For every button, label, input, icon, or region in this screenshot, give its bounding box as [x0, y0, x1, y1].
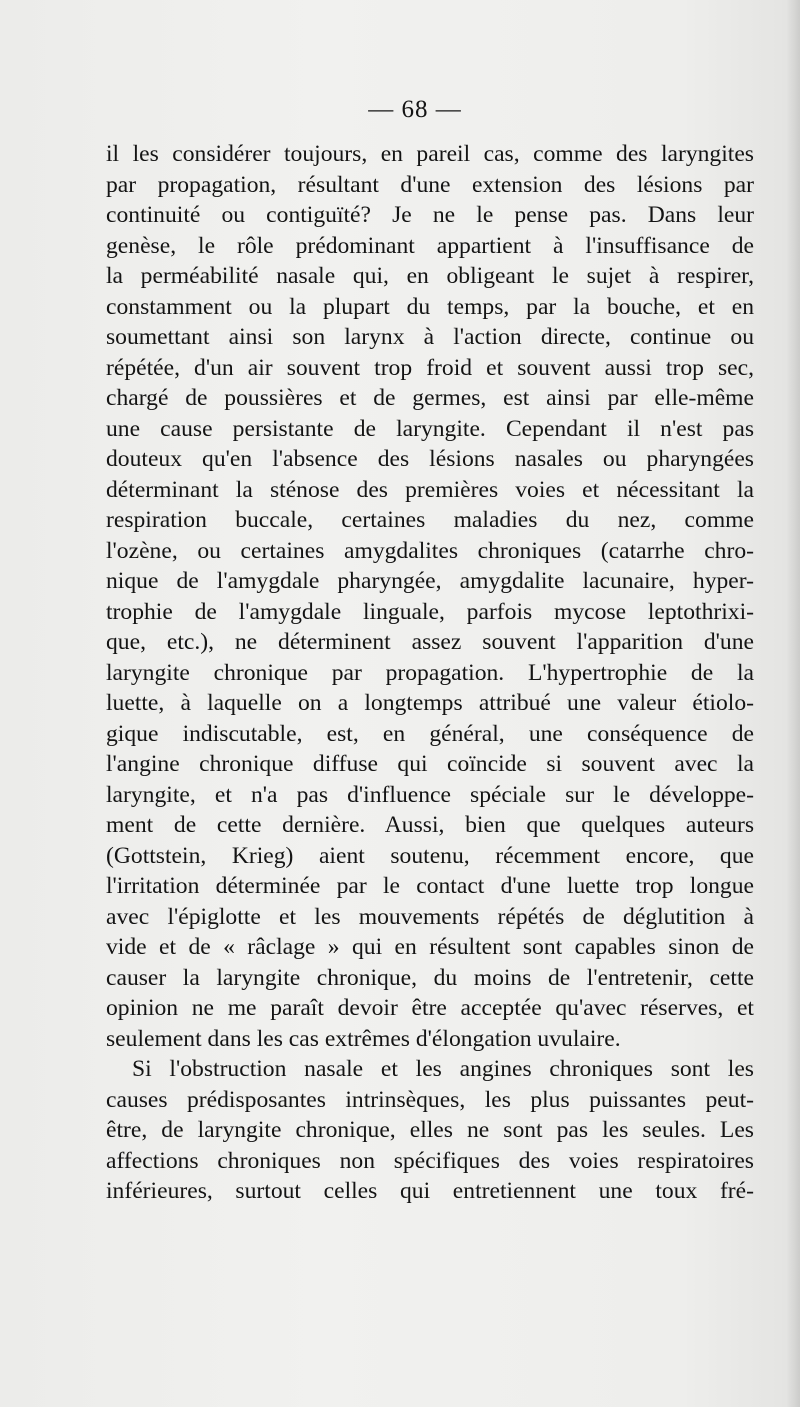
text-line: affections chroniques non spécifiques des voies respiratoires [106, 1147, 754, 1174]
text-line: laryngite chronique par propagation. L'hypertrophie de la [106, 659, 754, 686]
text-line: douteux qu'en l'absence des lésions nasales ou pharyngées [106, 446, 754, 472]
text-line: l'irritation déterminée par le contact d'une luette trop longue [106, 873, 754, 899]
paragraph-2 [106, 1054, 754, 1207]
text-line: causer la laryngite chronique, du moins de l'entretenir, cette [106, 964, 754, 991]
paragraph-1 [106, 139, 754, 1054]
text-line: causes prédisposantes intrinsèques, les plus puissantes peut- [106, 1086, 754, 1113]
text-line: déterminant la sténose des premières voies et nécessitant la [106, 476, 754, 503]
text-line: nique de l'amygdale pharyngée, amygdalite lacunaire, hyper- [106, 568, 754, 594]
text-line: continuité ou contiguïté? Je ne le pense pas. Dans leur [106, 202, 754, 228]
text-line: inférieures, surtout celles qui entretiennent une toux fré- [106, 1178, 754, 1204]
text-line: que, etc.), ne déterminent assez souvent l'apparition d'une [106, 629, 754, 655]
text-line: opinion ne me paraît devoir être acceptée qu'avec réserves, et [106, 995, 754, 1021]
text-line: avec l'épiglotte et les mouvements répétés de déglutition à [106, 903, 754, 930]
text-line: une cause persistante de laryngite. Cependant il n'est pas [106, 415, 754, 442]
text-line: être, de laryngite chronique, elles ne sont pas les seules. Les [106, 1117, 754, 1143]
text-line: par propagation, résultant d'une extension des lésions par [106, 171, 754, 198]
text-line: Si l'obstruction nasale et les angines chroniques sont les [132, 1056, 754, 1082]
text-line: (Gottstein, Krieg) aient soutenu, récemment encore, que [106, 842, 754, 869]
text-line: ment de cette dernière. Aussi, bien que quelques auteurs [106, 812, 754, 838]
text-line: l'ozène, ou certaines amygdalites chroniques (catarrhe chro- [106, 537, 754, 564]
text-line: vide et de « râclage » qui en résultent sont capables sinon de [106, 934, 754, 960]
text-line: trophie de l'amygdale linguale, parfois mycose leptothrixi- [106, 598, 754, 625]
text-line: l'angine chronique diffuse qui coïncide si souvent avec la [106, 751, 754, 777]
text-line: luette, à laquelle on a longtemps attribué une valeur étiolo- [106, 690, 754, 716]
text-line: gique indiscutable, est, en général, une conséquence de [106, 720, 754, 747]
text-line: respiration buccale, certaines maladies du nez, comme [106, 507, 754, 533]
text-line: constamment ou la plupart du temps, par la bouche, et en [106, 293, 754, 320]
page-body [106, 139, 754, 1207]
page-number: — 68 — [368, 96, 462, 123]
page-edge-shadow [786, 0, 800, 1407]
text-line: seulement dans les cas extrêmes d'élongation uvulaire. [106, 1025, 621, 1052]
text-line: répétée, d'un air souvent trop froid et souvent aussi trop sec, [106, 354, 754, 381]
text-line: chargé de poussières et de germes, est ainsi par elle-même [106, 385, 754, 411]
text-line: soumettant ainsi son larynx à l'action directe, continue ou [106, 324, 754, 350]
text-line: laryngite, et n'a pas d'influence spéciale sur le développe- [106, 781, 754, 808]
text-line: genèse, le rôle prédominant appartient à l'insuffisance de [106, 232, 754, 259]
text-line: il les considérer toujours, en pareil cas, comme des laryngites [106, 141, 754, 167]
text-line: la perméabilité nasale qui, en obligeant le sujet à respirer, [106, 263, 754, 289]
